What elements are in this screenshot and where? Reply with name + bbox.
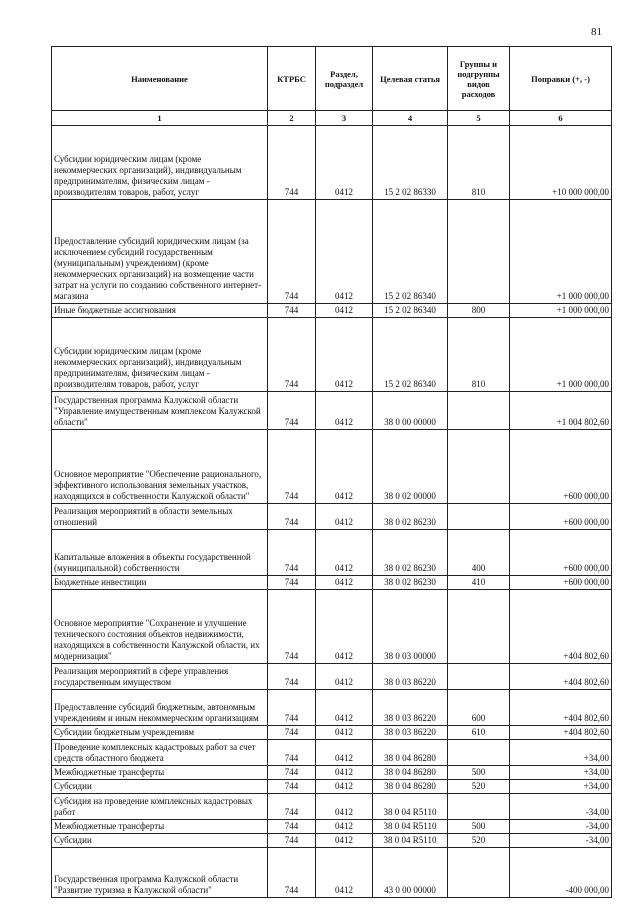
table-row (52, 304, 612, 318)
table-row (52, 834, 612, 848)
cell-target: 38 0 04 R5110 (373, 820, 448, 834)
cell-group: 400 (448, 530, 510, 576)
cell-target: 15 2 02 86330 (373, 126, 448, 200)
cell-ktrbs: 744 (268, 794, 316, 820)
cell-name: Субсидии юридическим лицам (кроме некоммерческих организаций), индивидуальным предпринимателям, физическим лицам - производителям товаров, работ, услуг (52, 318, 268, 392)
column-number: 6 (510, 111, 612, 126)
cell-ktrbs: 744 (268, 576, 316, 590)
cell-target: 15 2 02 86340 (373, 318, 448, 392)
cell-target: 38 0 03 86220 (373, 664, 448, 690)
cell-amount: +34,00 (510, 740, 612, 766)
cell-section: 0412 (316, 780, 373, 794)
column-number: 4 (373, 111, 448, 126)
cell-target: 15 2 02 86340 (373, 304, 448, 318)
cell-name: Государственная программа Калужской области "Управление имущественным комплексом Калужской области" (52, 392, 268, 430)
page-number: 81 (591, 26, 602, 38)
cell-name: Предоставление субсидий бюджетным, автономным учреждениям и иным некоммерческим организациям (52, 690, 268, 726)
cell-group: 800 (448, 304, 510, 318)
column-number: 5 (448, 111, 510, 126)
cell-amount: +600 000,00 (510, 530, 612, 576)
cell-target: 38 0 04 86280 (373, 766, 448, 780)
cell-group: 810 (448, 318, 510, 392)
cell-group (448, 590, 510, 664)
cell-target: 38 0 00 00000 (373, 392, 448, 430)
cell-amount: +404 802,60 (510, 590, 612, 664)
cell-group: 610 (448, 726, 510, 740)
table-row (52, 430, 612, 504)
cell-section: 0412 (316, 576, 373, 590)
cell-name: Межбюджетные трансферты (52, 820, 268, 834)
table-row (52, 794, 612, 820)
header-ktrbs: КТРБС (268, 47, 316, 111)
cell-section: 0412 (316, 200, 373, 304)
cell-amount: +34,00 (510, 780, 612, 794)
cell-amount: -34,00 (510, 834, 612, 848)
cell-group: 520 (448, 780, 510, 794)
cell-ktrbs: 744 (268, 430, 316, 504)
table-row (52, 726, 612, 740)
cell-target: 38 0 02 86230 (373, 504, 448, 530)
cell-section: 0412 (316, 392, 373, 430)
cell-group: 410 (448, 576, 510, 590)
cell-target: 38 0 03 86220 (373, 690, 448, 726)
cell-section: 0412 (316, 794, 373, 820)
cell-amount: +1 000 000,00 (510, 304, 612, 318)
cell-target: 38 0 04 R5110 (373, 834, 448, 848)
cell-group (448, 740, 510, 766)
cell-section: 0412 (316, 304, 373, 318)
cell-group: 500 (448, 766, 510, 780)
cell-name: Основное мероприятие "Сохранение и улучшение технического состояния объектов недвижимости, находящихся в собственности Калужской области, их модернизация" (52, 590, 268, 664)
cell-name: Субсидия на проведение комплексных кадастровых работ (52, 794, 268, 820)
table-row (52, 576, 612, 590)
cell-target: 38 0 04 R5110 (373, 794, 448, 820)
cell-amount: -34,00 (510, 794, 612, 820)
cell-target: 38 0 04 86280 (373, 780, 448, 794)
cell-section: 0412 (316, 820, 373, 834)
cell-section: 0412 (316, 834, 373, 848)
cell-section: 0412 (316, 690, 373, 726)
cell-group (448, 200, 510, 304)
cell-ktrbs: 744 (268, 530, 316, 576)
cell-target: 38 0 02 00000 (373, 430, 448, 504)
table-row (52, 664, 612, 690)
cell-ktrbs: 744 (268, 820, 316, 834)
cell-ktrbs: 744 (268, 726, 316, 740)
cell-section: 0412 (316, 430, 373, 504)
cell-ktrbs: 744 (268, 126, 316, 200)
cell-amount: +600 000,00 (510, 430, 612, 504)
table-row (52, 690, 612, 726)
cell-group (448, 430, 510, 504)
table-row (52, 126, 612, 200)
cell-ktrbs: 744 (268, 848, 316, 898)
column-number-row (52, 111, 612, 126)
table-row (52, 780, 612, 794)
table-row (52, 200, 612, 304)
cell-target: 38 0 02 86230 (373, 576, 448, 590)
cell-ktrbs: 744 (268, 590, 316, 664)
cell-ktrbs: 744 (268, 740, 316, 766)
column-number: 2 (268, 111, 316, 126)
cell-amount: +34,00 (510, 766, 612, 780)
cell-group: 520 (448, 834, 510, 848)
table-row (52, 318, 612, 392)
cell-name: Субсидии юридическим лицам (кроме некоммерческих организаций), индивидуальным предпринимателям, физическим лицам - производителям товаров, работ, услуг (52, 126, 268, 200)
cell-ktrbs: 744 (268, 664, 316, 690)
table-row (52, 504, 612, 530)
cell-amount: +1 000 000,00 (510, 318, 612, 392)
cell-name: Проведение комплексных кадастровых работ за счет средств областного бюджета (52, 740, 268, 766)
cell-target: 38 0 04 86280 (373, 740, 448, 766)
cell-amount: +404 802,60 (510, 664, 612, 690)
table-row (52, 590, 612, 664)
cell-amount: -34,00 (510, 820, 612, 834)
cell-target: 43 0 00 00000 (373, 848, 448, 898)
header-amendments: Поправки (+, -) (510, 47, 612, 111)
cell-target: 15 2 02 86340 (373, 200, 448, 304)
cell-ktrbs: 744 (268, 392, 316, 430)
cell-name: Бюджетные инвестиции (52, 576, 268, 590)
column-number: 1 (52, 111, 268, 126)
cell-section: 0412 (316, 726, 373, 740)
table-body (52, 126, 612, 898)
cell-name: Межбюджетные трансферты (52, 766, 268, 780)
cell-name: Субсидии (52, 780, 268, 794)
cell-name: Капитальные вложения в объекты государственной (муниципальной) собственности (52, 530, 268, 576)
column-number: 3 (316, 111, 373, 126)
header-name: Наименование (52, 47, 268, 111)
table-row (52, 766, 612, 780)
cell-ktrbs: 744 (268, 200, 316, 304)
cell-amount: +600 000,00 (510, 576, 612, 590)
cell-ktrbs: 744 (268, 318, 316, 392)
cell-section: 0412 (316, 590, 373, 664)
cell-section: 0412 (316, 766, 373, 780)
cell-section: 0412 (316, 504, 373, 530)
cell-amount: +404 802,60 (510, 690, 612, 726)
table-row (52, 530, 612, 576)
cell-name: Иные бюджетные ассигнования (52, 304, 268, 318)
cell-amount: +600 000,00 (510, 504, 612, 530)
cell-name: Основное мероприятие "Обеспечение рационального, эффективного использования земельных участков, находящихся в собственности Калужской области" (52, 430, 268, 504)
cell-target: 38 0 02 86230 (373, 530, 448, 576)
header-section: Раздел, подраздел (316, 47, 373, 111)
cell-ktrbs: 744 (268, 780, 316, 794)
cell-ktrbs: 744 (268, 834, 316, 848)
cell-ktrbs: 744 (268, 304, 316, 318)
header-row (52, 47, 612, 111)
cell-section: 0412 (316, 664, 373, 690)
cell-group (448, 794, 510, 820)
cell-group (448, 664, 510, 690)
cell-section: 0412 (316, 126, 373, 200)
cell-name: Реализация мероприятий в области земельных отношений (52, 504, 268, 530)
table-row (52, 820, 612, 834)
cell-ktrbs: 744 (268, 690, 316, 726)
cell-section: 0412 (316, 530, 373, 576)
cell-ktrbs: 744 (268, 766, 316, 780)
table-row (52, 740, 612, 766)
header-target: Целевая статья (373, 47, 448, 111)
cell-group (448, 392, 510, 430)
cell-name: Реализация мероприятий в сфере управления государственным имуществом (52, 664, 268, 690)
cell-target: 38 0 03 00000 (373, 590, 448, 664)
cell-amount: +404 802,60 (510, 726, 612, 740)
header-groups: Группы и подгруппы видов расходов (448, 47, 510, 111)
cell-amount: +1 004 802,60 (510, 392, 612, 430)
cell-amount: +1 000 000,00 (510, 200, 612, 304)
cell-name: Субсидии (52, 834, 268, 848)
cell-name: Государственная программа Калужской области "Развитие туризма в Калужской области" (52, 848, 268, 898)
cell-name: Предоставление субсидий юридическим лицам (за исключением субсидий государственным (муниципальным) учреждениям) (кроме некоммерческих организаций) на возмещение части затрат на услуги по созданию собственного интернет-магазина (52, 200, 268, 304)
cell-name: Субсидии бюджетным учреждениям (52, 726, 268, 740)
cell-group (448, 848, 510, 898)
cell-section: 0412 (316, 848, 373, 898)
cell-ktrbs: 744 (268, 504, 316, 530)
cell-group (448, 504, 510, 530)
cell-amount: +10 000 000,00 (510, 126, 612, 200)
cell-section: 0412 (316, 318, 373, 392)
table-row (52, 392, 612, 430)
cell-group: 600 (448, 690, 510, 726)
cell-group: 500 (448, 820, 510, 834)
cell-section: 0412 (316, 740, 373, 766)
cell-target: 38 0 03 86220 (373, 726, 448, 740)
cell-group: 810 (448, 126, 510, 200)
cell-amount: -400 000,00 (510, 848, 612, 898)
table-row (52, 848, 612, 898)
budget-amendments-table (51, 46, 612, 898)
